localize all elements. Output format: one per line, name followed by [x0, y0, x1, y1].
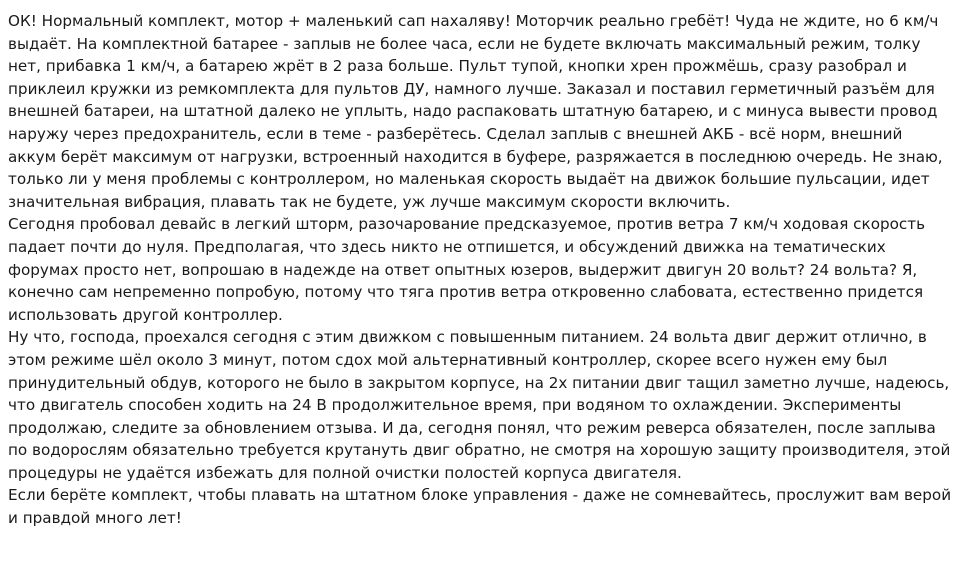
review-text: [8, 10, 953, 530]
review-paragraph-initial: ОК! Нормальный комплект, мотор + маленький сап нахаляву! Моторчик реально гребёт! Чуда не ждите, но 6 км/ч выдаёт. На комплектной батарее - заплыв не более часа, если не будете включать максимальный режим, толку нет, прибавка 1 км/ч, а батарею жрёт в 2 раза больше. Пульт тупой, кнопки хрен прожмёшь, сразу разобрал и приклеил кружки из ремкомплекта для пультов ДУ, намного лучше. Заказал и поставил герметичный разъём для внешней батареи, на штатной далеко не уплыть, надо распаковать штатную батарею, и с минуса вывести провод наружу через предохранитель, если в теме - разберётесь. Сделал заплыв с внешней АКБ - всё норм, внешний аккум берёт максимум от нагрузки, встроенный находится в буфере, разряжается в последнюю очередь. Не знаю, только ли у меня проблемы с контроллером, но маленькая скорость выдаёт на движок большие пульсации, идет значительная вибрация, плавать так не будете, уж лучше максимум скорости включить.: [8, 12, 943, 211]
review-paragraph-storm-test: Сегодня пробовал девайс в легкий шторм, разочарование предсказуемое, против ветра 7 км/ч ходовая скорость падает почти до нуля. Предполагая, что здесь никто не отпишется, и обсуждений движка на тематических форумах просто нет, вопрошаю в надежде на ответ опытных юзеров, выдержит двигун 20 вольт? 24 вольта? Я, конечно сам непременно попробую, потому что тяга против ветра откровенно слабовата, естественно придется использовать другой контроллер.: [8, 215, 926, 324]
review-paragraph-conclusion: Если берёте комплект, чтобы плавать на штатном блоке управления - даже не сомневайтесь, прослужит вам верой и правдой много лет!: [8, 486, 952, 528]
review-paragraph-voltage-update: Ну что, господа, проехался сегодня с этим движком с повышенным питанием. 24 вольта двиг держит отлично, в этом режиме шёл около 3 минут, потом сдох мой альтернативный контроллер, скорее всего нужен ему был принудительный обдув, которого не было в закрытом корпусе, на 2х питании двиг тащил заметно лучше, надеюсь, что двигатель способен ходить на 24 В продолжительное время, при водяном то охлаждении. Эксперименты продолжаю, следите за обновлением отзыва. И да, сегодня понял, что режим реверса обязателен, после заплыва по водорослям обязательно требуется крутануть двиг обратно, не смотря на хорошую защиту производителя, этой процедуры не удаётся избежать для полной очистки полостей корпуса двигателя.: [8, 328, 951, 482]
